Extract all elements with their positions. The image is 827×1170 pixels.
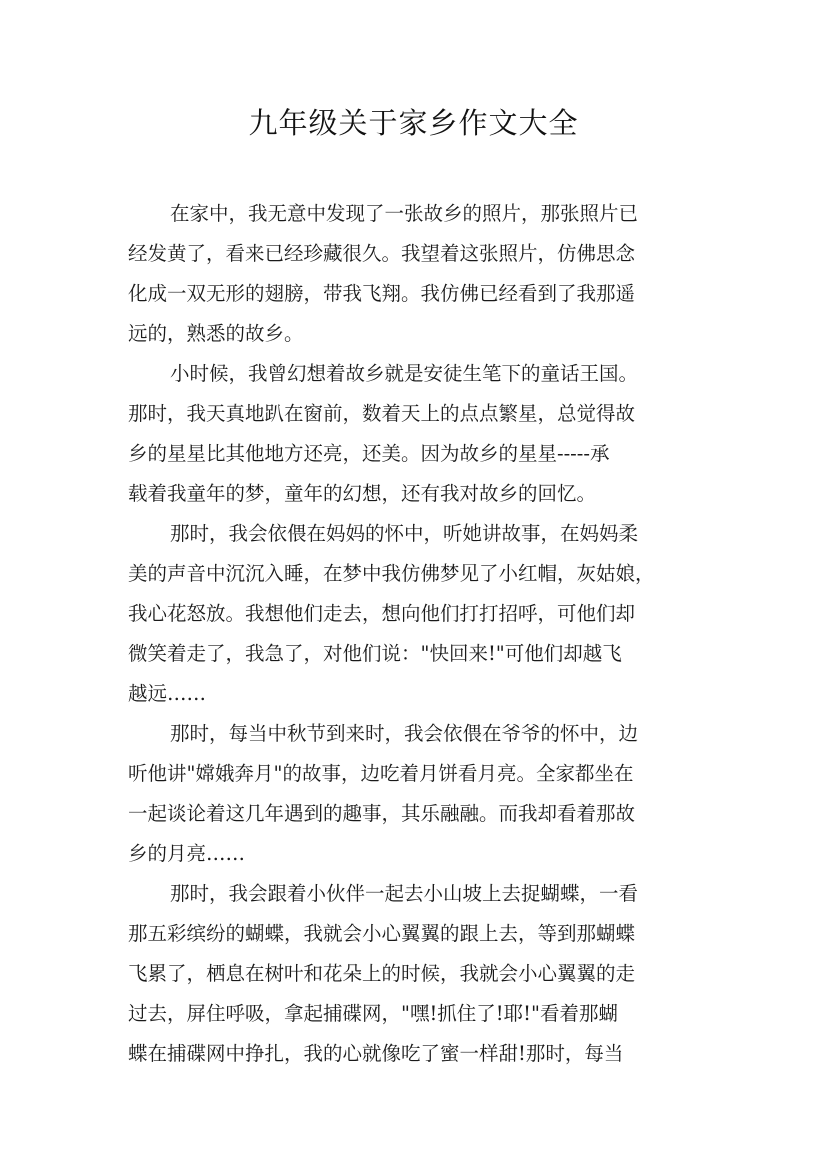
text-line: 美的声音中沉沉入睡，在梦中我仿佛梦见了小红帽，灰姑娘， bbox=[128, 562, 655, 585]
text-line: 经发黄了，看来已经珍藏很久。我望着这张照片，仿佛思念 bbox=[128, 242, 636, 265]
text-line: 小时候，我曾幻想着故乡就是安徒生笔下的童话王国。 bbox=[170, 362, 639, 385]
text-line: 那时，每当中秋节到来时，我会依偎在爷爷的怀中，边 bbox=[170, 722, 639, 745]
text-line: 飞累了，栖息在树叶和花朵上的时候，我就会小心翼翼的走 bbox=[128, 962, 636, 985]
text-line: 那五彩缤纷的蝴蝶，我就会小心翼翼的跟上去，等到那蝴蝶 bbox=[128, 922, 636, 945]
text-line: 那时，我会依偎在妈妈的怀中，听她讲故事，在妈妈柔 bbox=[170, 522, 639, 545]
text-line: 那时，我天真地趴在窗前，数着天上的点点繁星，总觉得故 bbox=[128, 402, 636, 425]
text-line: 乡的月亮…… bbox=[128, 842, 246, 865]
text-line: 越远…… bbox=[128, 682, 207, 705]
text-line: 微笑着走了，我急了，对他们说："快回来!"可他们却越飞 bbox=[128, 642, 622, 665]
text-line: 一起谈论着这几年遇到的趣事，其乐融融。而我却看着那故 bbox=[128, 802, 636, 825]
document-body bbox=[128, 194, 718, 1074]
text-line: 我心花怒放。我想他们走去，想向他们打打招呼，可他们却 bbox=[128, 602, 636, 625]
text-line: 在家中，我无意中发现了一张故乡的照片，那张照片已 bbox=[170, 202, 639, 225]
text-line: 载着我童年的梦，童年的幻想，还有我对故乡的回忆。 bbox=[128, 482, 597, 505]
text-line: 化成一双无形的翅膀，带我飞翔。我仿佛已经看到了我那遥 bbox=[128, 282, 636, 305]
text-line: 蝶在捕碟网中挣扎，我的心就像吃了蜜一样甜!那时，每当 bbox=[128, 1042, 624, 1065]
text-line: 远的，熟悉的故乡。 bbox=[128, 322, 304, 345]
document-title: 九年级关于家乡作文大全 bbox=[248, 106, 579, 140]
text-line: 听他讲"嫦娥奔月"的故事，边吃着月饼看月亮。全家都坐在 bbox=[128, 762, 634, 785]
text-line: 乡的星星比其他地方还亮，还美。因为故乡的星星-----承 bbox=[128, 442, 610, 465]
text-line: 过去，屏住呼吸，拿起捕碟网，"嘿!抓住了!耶!"看着那蝴 bbox=[128, 1002, 618, 1025]
text-line: 那时，我会跟着小伙伴一起去小山坡上去捉蝴蝶，一看 bbox=[170, 882, 639, 905]
